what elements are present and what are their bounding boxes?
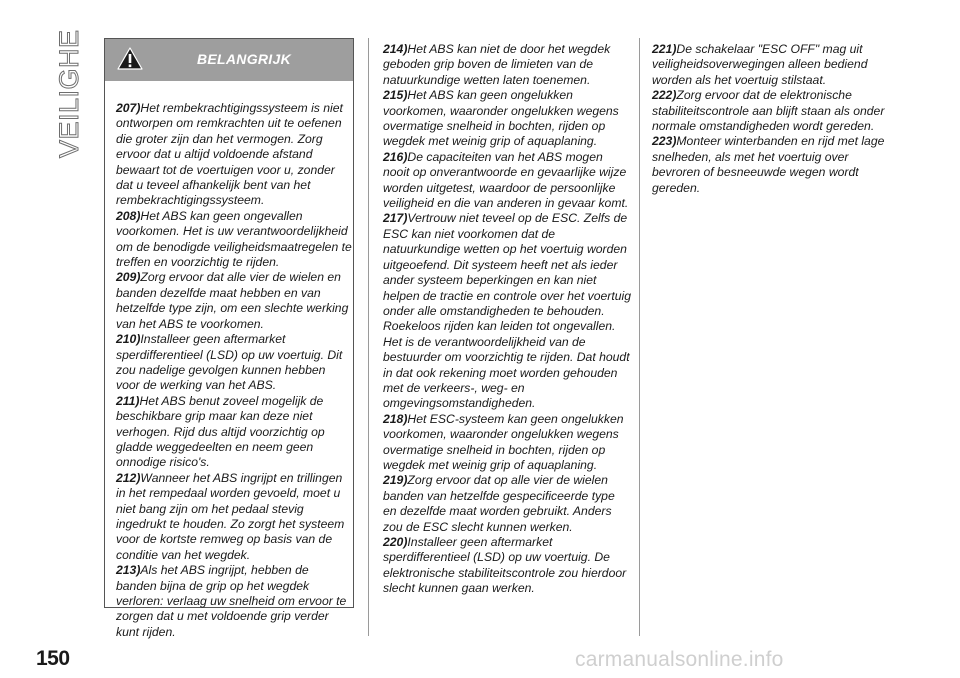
note-number: 207)	[116, 101, 141, 115]
note-number: 216)	[383, 149, 408, 164]
note-item	[652, 88, 898, 134]
note-item	[116, 270, 352, 332]
note-text: Het ABS kan niet de door het wegdek geboden grip boven de limieten van de natuurkundige wetten laten toenemen.	[383, 42, 611, 87]
note-item	[383, 42, 631, 88]
note-text: Monteer winterbanden en rijd met lage snelheden, als met het voertuig over bevroren of besneeuwde wegen wordt gereden.	[652, 134, 885, 195]
note-number: 220)	[383, 535, 408, 549]
note-item	[383, 150, 631, 212]
note-number: 222)	[652, 88, 677, 103]
note-text: De capaciteiten van het ABS mogen nooit op onverantwoorde en gevaarlijke wijze worden uitgetest, waardoor de persoonlijke veiligheid en die van anderen in gevaar komt.	[383, 149, 629, 211]
note-item	[116, 101, 352, 209]
note-item	[116, 471, 352, 563]
section-title	[52, 30, 86, 160]
notes-column-3	[652, 42, 898, 196]
note-text: Installeer geen aftermarket sperdifferentieel (LSD) op uw voertuig. De elektronische stabiliteitscontrole zou hierdoor slecht kunnen gaan werken.	[383, 535, 627, 596]
note-number: 219)	[383, 473, 408, 488]
note-item	[116, 563, 352, 640]
note-number: 210)	[116, 332, 141, 347]
note-item	[116, 209, 352, 271]
note-text: Het ABS kan geen ongelukken voorkomen, waaronder ongelukken wegens overmatige snelheid in bochten, rijden op wegdek met weinig grip of aquaplaning.	[383, 88, 619, 149]
note-text: Het ABS benut zoveel mogelijk de beschikbare grip maar kan deze niet verhogen. Rijd dus altijd voorzichtig op gladde weggedeelten en neem geen onnodige risico's.	[116, 393, 325, 470]
note-number: 212)	[116, 470, 141, 485]
note-item	[383, 473, 631, 535]
warning-title: BELANGRIJK	[196, 51, 291, 67]
note-number: 217)	[383, 211, 408, 226]
note-item	[383, 88, 631, 150]
note-text: Vertrouw niet teveel op de ESC. Zelfs de ESC kan niet voorkomen dat de natuurkundige wetten op het voertuig worden uitgeoefend. Dit systeem heeft net als ieder ander systeem beperkingen en kan niet helpen de tractie en controle over het voertuig onder alle omstandigheden te behouden. Roekeloos rijden kan leiden tot ongevallen. Het is de verantwoordelijkheid van de bestuurder om voorzichtig te rijden. Dat houdt in dat ook rekening moet worden gehouden met de verkeers-, weg- en omgevingsomstandigheden.	[383, 211, 631, 411]
notes-column-2	[383, 42, 631, 597]
note-text: Wanneer het ABS ingrijpt en trillingen in het rempedaal worden gevoeld, moet u niet bang zijn om het pedaal stevig ingedrukt te houden. Zo zorgt het systeem voor de kortste remweg op basis van de conditie van het wegdek.	[116, 470, 345, 562]
note-text: Het rembekrachtigingssysteem is niet ontworpen om remkrachten uit te oefenen die groter zijn dan het vermogen. Zorg ervoor dat u altijd voldoende afstand bewaart tot de voertuigen voor u, zonder dat u teveel afhankelijk bent van het rembekrachtigingssysteem.	[116, 101, 343, 208]
note-text: Installeer geen aftermarket sperdifferentieel (LSD) op uw voertuig. Dit zou nadelige gevolgen kunnen hebben voor de werking van het ABS.	[116, 332, 343, 393]
note-item	[383, 535, 631, 597]
note-number: 215)	[383, 88, 408, 103]
note-number: 223)	[652, 134, 677, 149]
note-number: 211)	[116, 393, 140, 408]
note-item	[652, 42, 898, 88]
note-text: Het ABS kan geen ongevallen voorkomen. Het is uw verantwoordelijkheid om de benodigde veiligheidsmaatregelen te treffen en voorzichtig te rijden.	[116, 208, 352, 270]
note-number: 218)	[383, 411, 408, 426]
column-divider	[368, 38, 369, 636]
note-text: De schakelaar "ESC OFF" mag uit veiligheidsoverwegingen alleen bediend worden als het voertuig stilstaat.	[652, 42, 868, 87]
page-number: 150	[36, 647, 70, 670]
note-item	[383, 211, 631, 411]
note-text: Zorg ervoor dat de elektronische stabiliteitscontrole aan blijft staan als onder normale omstandigheden wordt gereden.	[652, 88, 885, 134]
note-item	[652, 134, 898, 196]
section-title-text: VEILIGHEID	[54, 30, 84, 158]
note-item	[383, 412, 631, 474]
note-number: 209)	[116, 270, 141, 285]
note-item	[116, 332, 352, 394]
notes-column-1	[116, 101, 352, 640]
note-text: Als het ABS ingrijpt, hebben de banden bijna de grip op het wegdek verloren: verlaag uw snelheid om ervoor te zorgen dat u met voldoende grip verder kunt rijden.	[116, 563, 347, 639]
note-item	[116, 394, 352, 471]
warning-header	[105, 39, 353, 81]
note-number: 213)	[116, 563, 141, 578]
note-text: Zorg ervoor dat alle vier de wielen en banden dezelfde maat hebben en van hetzelfde type zijn, om een slechte werking van het ABS te voorkomen.	[116, 270, 349, 331]
note-number: 214)	[383, 42, 408, 56]
note-number: 208)	[116, 208, 141, 223]
note-number: 221)	[652, 42, 677, 56]
note-text: Zorg ervoor dat op alle vier de wielen banden van hetzelfde gespecificeerde type en dezelfde maat worden gebruikt. Anders zou de ESC slecht kunnen werken.	[383, 473, 615, 534]
watermark: carmanualsonline.info	[575, 648, 784, 671]
column-divider	[639, 38, 640, 636]
note-text: Het ESC-systeem kan geen ongelukken voorkomen, waaronder ongelukken wegens overmatige snelheid in bochten, rijden op wegdek met weinig grip of aquaplaning.	[383, 411, 624, 472]
